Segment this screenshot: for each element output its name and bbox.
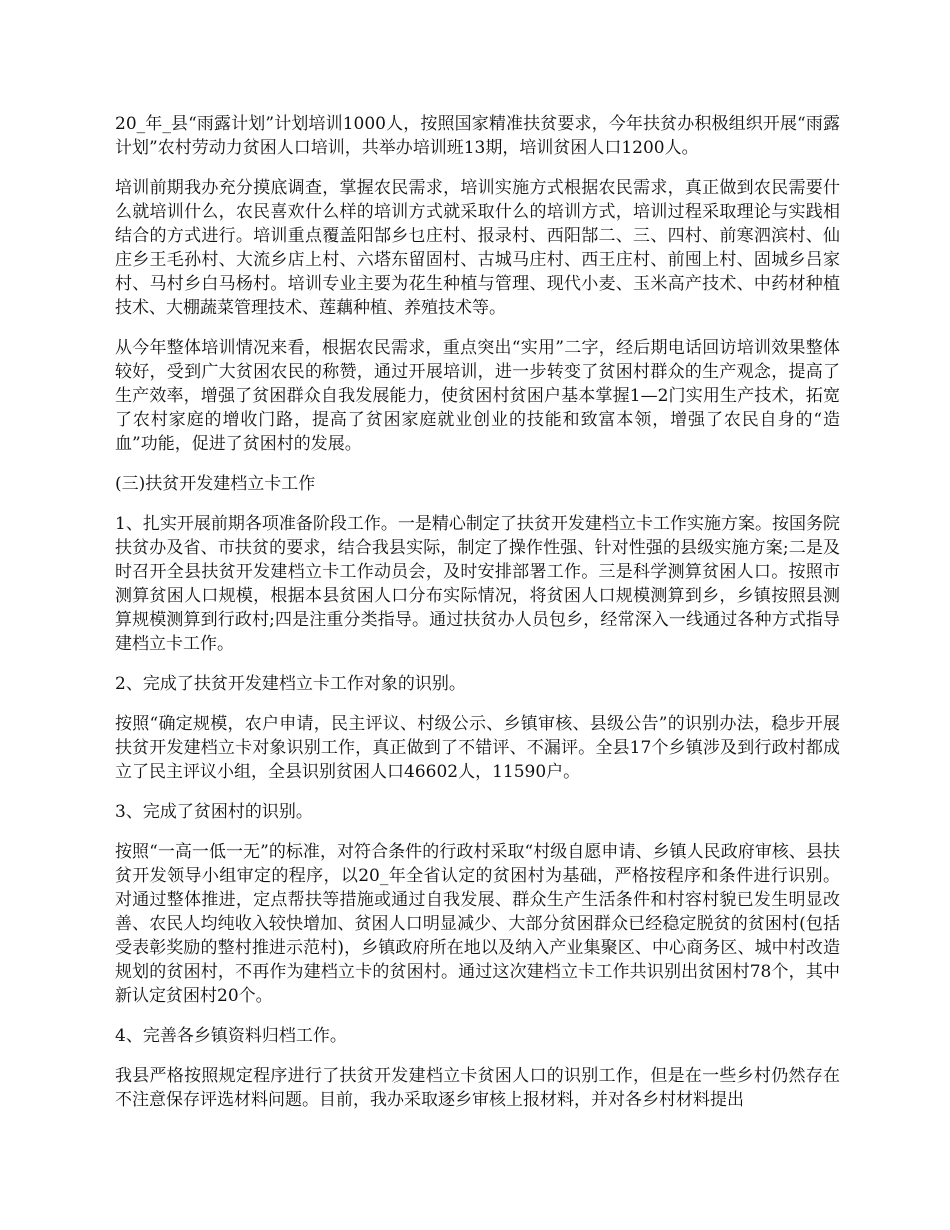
paragraph-archiving: 我县严格按照规定程序进行了扶贫开发建档立卡贫困人口的识别工作，但是在一些乡村仍然存在不注意保存评选材料问题。目前，我办采取逐乡审核上报材料，并对各乡村材料提出 [115, 1066, 840, 1110]
paragraph-item-4-heading: 4、完善各乡镇资料归档工作。 [115, 1026, 347, 1046]
section-heading-filing: (三)扶贫开发建档立卡工作 [115, 474, 316, 494]
paragraph-training-results: 从今年整体培训情况来看，根据农民需求，重点突出“实用”二字，经后期电话回访培训效果整体较好，受到广大贫困农民的称赞，通过开展培训，进一步转变了贫困村群众的生产观念，提高了生产效率，增强了贫困群众自我发展能力，使贫困村贫困户基本掌握1—2门实用生产技术，拓宽了农村家庭的增收门路，提高了贫困家庭就业创业的技能和致富本领，增强了农民自身的“造血”功能，促进了贫困村的发展。 [115, 338, 840, 454]
document-body [115, 112, 840, 1128]
paragraph-item-2-heading: 2、完成了扶贫开发建档立卡工作对象的识别。 [115, 674, 466, 694]
paragraph-item-1: 1、扎实开展前期各项准备阶段工作。一是精心制定了扶贫开发建档立卡工作实施方案。按国务院扶贫办及省、市扶贫的要求，结合我县实际，制定了操作性强、针对性强的县级实施方案;二是及时召开全县扶贫开发建档立卡工作动员会，及时安排部署工作。三是科学测算贫困人口。按照市测算贫困人口规模，根据本县贫困人口分布实际情况，将贫困人口规模测算到乡，乡镇按照县测算规模测算到行政村;四是注重分类指导。通过扶贫办人员包乡，经常深入一线通过各种方式指导建档立卡工作。 [115, 514, 840, 654]
paragraph-identification-method: 按照“确定规模，农户申请，民主评议、村级公示、乡镇审核、县级公告”的识别办法，稳步开展扶贫开发建档立卡对象识别工作，真正做到了不错评、不漏评。全县17个乡镇涉及到行政村都成立了民主评议小组，全县识别贫困人口46602人，11590户。 [115, 714, 840, 782]
paragraph-item-3-heading: 3、完成了贫困村的识别。 [115, 802, 313, 822]
paragraph-training-survey: 培训前期我办充分摸底调查，掌握农民需求，培训实施方式根据农民需求，真正做到农民需要什么就培训什么，农民喜欢什么样的培训方式就采取什么的培训方式，培训过程采取理论与实践相结合的方式进行。培训重点覆盖阳郜乡乜庄村、报录村、西阳郜二、三、四村、前寒泗滨村、仙庄乡王毛孙村、大流乡店上村、六塔东留固村、古城马庄村、西王庄村、前囤上村、固城乡吕家村、马村乡白马杨村。培训专业主要为花生种植与管理、现代小麦、玉米高产技术、中药材种植技术、大棚蔬菜管理技术、莲藕种植、养殖技术等。 [115, 178, 840, 318]
paragraph-yulu-plan: 20_年_县“雨露计划”计划培训1000人，按照国家精准扶贫要求，今年扶贫办积极组织开展“雨露计划”农村劳动力贫困人口培训，共举办培训班13期，培训贫困人口1200人。 [115, 114, 840, 158]
paragraph-village-standard: 按照“一高一低一无”的标准，对符合条件的行政村采取“村级自愿申请、乡镇人民政府审核、县扶贫开发领导小组审定的程序，以20_年全省认定的贫困村为基础，严格按程序和条件进行识别。对通过整体推进，定点帮扶等措施或通过自我发展、群众生产生活条件和村容村貌已发生明显改善、农民人均纯收入较快增加、贫困人口明显减少、大部分贫困群众已经稳定脱贫的贫困村(包括受表彰奖励的整村推进示范村)，乡镇政府所在地以及纳入产业集聚区、中心商务区、城中村改造规划的贫困村，不再作为建档立卡的贫困村。通过这次建档立卡工作共识别出贫困村78个，其中新认定贫困村20个。 [115, 842, 840, 1006]
